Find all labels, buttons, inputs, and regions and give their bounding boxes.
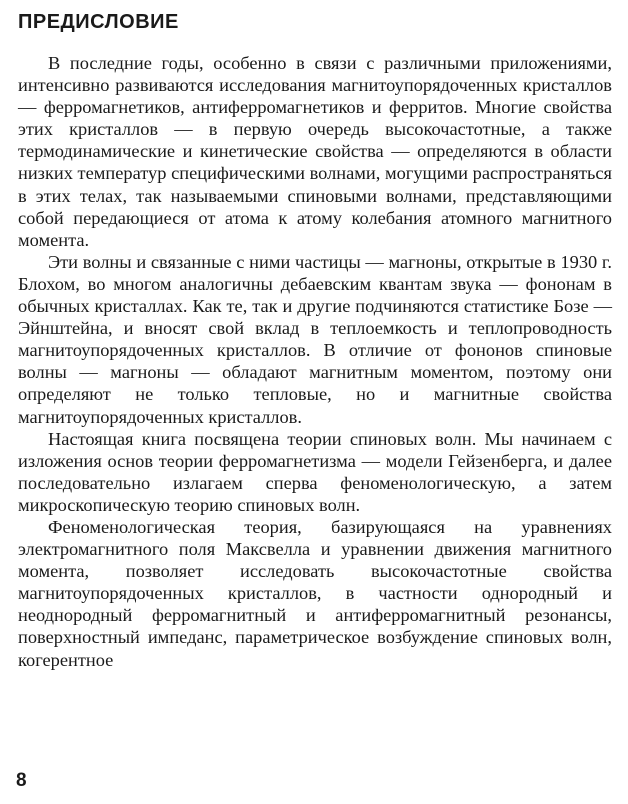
body-text — [18, 52, 612, 671]
paragraph-4: Феноменологическая теория, базирующаяся на уравнениях электромагнитного поля Максвелла и уравнении движения магнитного момента, позволяет исследовать высокочастотные свойства магнитоупорядоченных кристаллов, в частности однородный и неоднородный ферромагнитный и антиферромагнитный резонансы, поверхностный импеданс, параметрическое возбуждение спиновых волн, когерентное — [18, 516, 612, 670]
paragraph-3: Настоящая книга посвящена теории спиновых волн. Мы начинаем с изложения основ теории ферромагнетизма — модели Гейзенберга, и далее последовательно излагаем сперва феноменологическую, а затем микроскопическую теорию спиновых волн. — [18, 428, 612, 515]
paragraph-2: Эти волны и связанные с ними частицы — магноны, открытые в 1930 г. Блохом, во многом аналогичны дебаевским квантам звука — фононам в обычных кристаллах. Как те, так и другие подчиняются статистике Бозе — Эйнштейна, и вносят свой вклад в теплоемкость и теплопроводность магнитоупорядоченных кристаллов. В отличие от фононов спиновые волны — магноны — обладают магнитным моментом, поэтому они определяют не только тепловые, но и магнитные свойства магнитоупорядоченных кристаллов. — [18, 251, 612, 427]
page-number: 8 — [16, 770, 27, 791]
paragraph-1: В последние годы, особенно в связи с различными приложениями, интенсивно развиваются исследования магнитоупорядоченных кристаллов — ферромагнетиков, антиферромагнетиков и ферритов. Многие свойства этих кристаллов — в первую очередь высокочастотные, а также термодинамические и кинетические свойства — определяются в области низких температур специфическими волнами, могущими распространяться в этих телах, так называемыми спиновыми волнами, представляющими собой передающиеся от атома к атому колебания атомного магнитного момента. — [18, 53, 612, 250]
chapter-heading: ПРЕДИСЛОВИЕ — [18, 11, 179, 33]
